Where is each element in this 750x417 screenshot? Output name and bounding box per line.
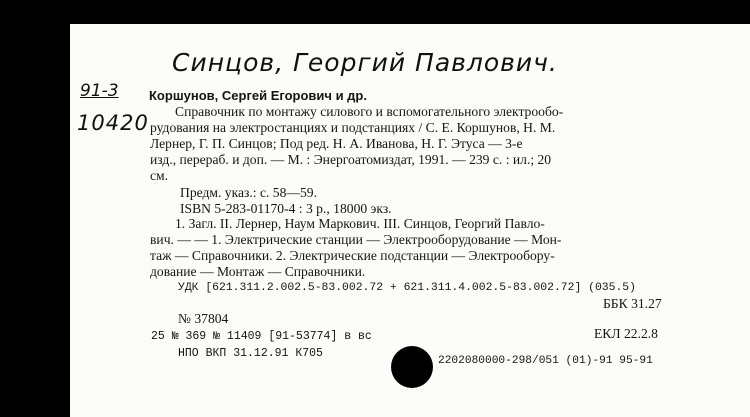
- handwritten-accession-number: 10420: [77, 111, 149, 135]
- tracing-line-1: 1. Загл. II. Лернер, Наум Маркович. III. Синцов, Георгий Павло-: [175, 216, 545, 231]
- card-code: 2202080000-298/051 (01)-91 95-91: [438, 355, 653, 367]
- title-line-4: изд., перераб. и доп. — М. : Энергоатомиздат, 1991. — 239 с. : ил.; 20: [150, 152, 552, 167]
- title-line-5: см.: [150, 168, 169, 183]
- punch-hole: [391, 346, 433, 388]
- title-line-3: Лернер, Г. П. Синцов; Под ред. Н. А. Иванова, Н. Г. Этуса — 3-е: [150, 136, 523, 151]
- bbk-classification: ББК 31.27: [603, 296, 662, 311]
- npo-line: НПО ВКП 31.12.91 К705: [178, 347, 323, 360]
- udk-classification: УДК [621.311.2.002.5-83.002.72 + 621.311.4.002.5-83.002.72] (035.5): [178, 282, 636, 294]
- card-header-author: Коршунов, Сергей Егорович и др.: [149, 88, 367, 103]
- title-line-1: Справочник по монтажу силового и вспомогательного электрообо-: [175, 104, 564, 119]
- handwritten-shelf-mark: 91-3: [80, 81, 119, 101]
- title-line-2: рудования на электростанциях и подстанциях / С. Е. Коршунов, Н. М.: [150, 120, 556, 135]
- card-number: № 37804: [178, 311, 229, 326]
- handwritten-author-name: Синцов, Георгий Павлович.: [172, 48, 558, 77]
- tracing-line-4: дование — Монтаж — Справочники.: [150, 264, 366, 279]
- tracing-line-3: таж — Справочники. 2. Электрические подстанции — Электрообору-: [150, 248, 555, 263]
- subject-index-note: Предм. указ.: с. 58—59.: [180, 185, 317, 200]
- isbn-line: ISBN 5-283-01170-4 : 3 р., 18000 экз.: [180, 201, 392, 216]
- tracing-line-2: вич. — — 1. Электрические станции — Электрооборудование — Мон-: [150, 232, 562, 247]
- ekl-classification: ЕКЛ 22.2.8: [594, 326, 658, 341]
- order-line: 25 № 369 № 11409 [91-53774] в вс: [151, 330, 372, 343]
